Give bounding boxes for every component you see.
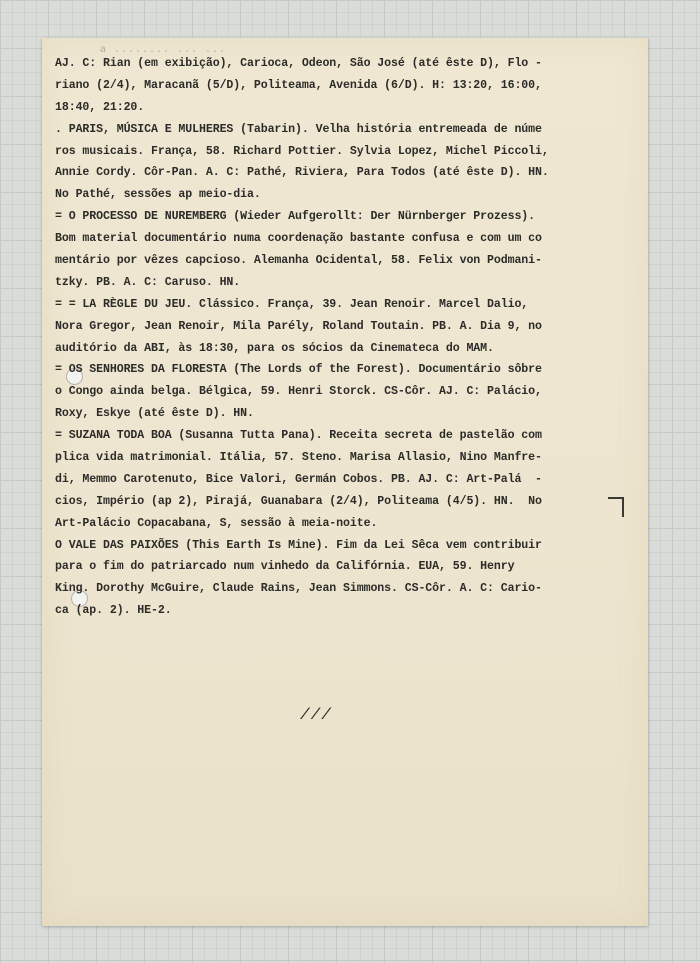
correction-bracket	[608, 497, 624, 517]
text-line-12: = = LA RÈGLE DU JEU. Clássico. França, 39. Jean Renoir. Marcel Dalio,	[55, 297, 529, 311]
text-line-6: Annie Cordy. Côr-Pan. A. C: Pathé, Riviera, Para Todos (até êste D). HN.	[55, 166, 549, 180]
text-line-20: di, Memmo Carotenuto, Bice Valori, Germán Cobos. PB. AJ. C: Art-Palá -	[55, 472, 542, 486]
end-mark: ///	[300, 706, 332, 724]
text-line-1: AJ. C: Rian (em exibição), Carioca, Odeon, São José (até êste D), Flo -	[55, 57, 542, 70]
text-line-21: cios, Império (ap 2), Pirajá, Guanabara (2/4), Politeama (4/5). HN. No	[55, 494, 542, 508]
text-line-9: Bom material documentário numa coordenação bastante confusa e com um co	[55, 232, 542, 246]
text-line-26: ca (ap. 2). HE-2.	[55, 604, 172, 618]
text-line-17: Roxy, Eskye (até êste D). HN.	[55, 407, 254, 421]
text-line-2: riano (2/4), Maracanã (5/D), Politeama, Avenida (6/D). H: 13:20, 16:00,	[55, 78, 542, 92]
text-line-14: auditório da ABI, às 18:30, para os sócios da Cinemateca do MAM.	[55, 341, 494, 355]
text-line-11: tzky. PB. A. C: Caruso. HN.	[55, 275, 241, 289]
text-line-24: para o fim do patriarcado num vinhedo da Califórnia. EUA, 59. Henry	[55, 560, 515, 574]
text-line-19: plica vida matrimonial. Itália, 57. Steno. Marisa Allasio, Nino Manfre-	[55, 451, 542, 465]
typewritten-text-block	[55, 53, 595, 622]
text-line-13: Nora Gregor, Jean Renoir, Mila Parély, Roland Toutain. PB. A. Dia 9, no	[55, 319, 542, 333]
text-line-3: 18:40, 21:20.	[55, 100, 145, 114]
text-line-5: ros musicais. França, 58. Richard Pottier. Sylvia Lopez, Michel Piccoli,	[55, 144, 549, 158]
text-line-4: . PARIS, MÚSICA E MULHERES (Tabarin). Velha história entremeada de núme	[55, 122, 542, 136]
text-line-10: mentário por vêzes capcioso. Alemanha Ocidental, 58. Felix von Podmani-	[55, 254, 542, 268]
text-line-18: = SUZANA TODA BOA (Susanna Tutta Pana). Receita secreta de pastelão com	[55, 429, 542, 443]
text-line-25: King. Dorothy McGuire, Claude Rains, Jean Simmons. CS-Côr. A. C: Cario-	[55, 582, 542, 596]
text-line-8: = O PROCESSO DE NUREMBERG (Wieder Aufgerollt: Der Nürnberger Prozess).	[55, 210, 536, 224]
faint-header-text: a ........ ... ...	[100, 45, 227, 56]
text-line-7: No Pathé, sessões ap meio-dia.	[55, 188, 261, 202]
text-line-16: o Congo ainda belga. Bélgica, 59. Henri Storck. CS-Côr. AJ. C: Palácio,	[55, 385, 542, 399]
text-line-22: Art-Palácio Copacabana, S, sessão à meia-noite.	[55, 516, 378, 530]
text-line-15: = OS SENHORES DA FLORESTA (The Lords of the Forest). Documentário sôbre	[55, 363, 542, 377]
text-line-23: O VALE DAS PAIXÕES (This Earth Is Mine). Fim da Lei Sêca vem contribuir	[55, 538, 542, 552]
